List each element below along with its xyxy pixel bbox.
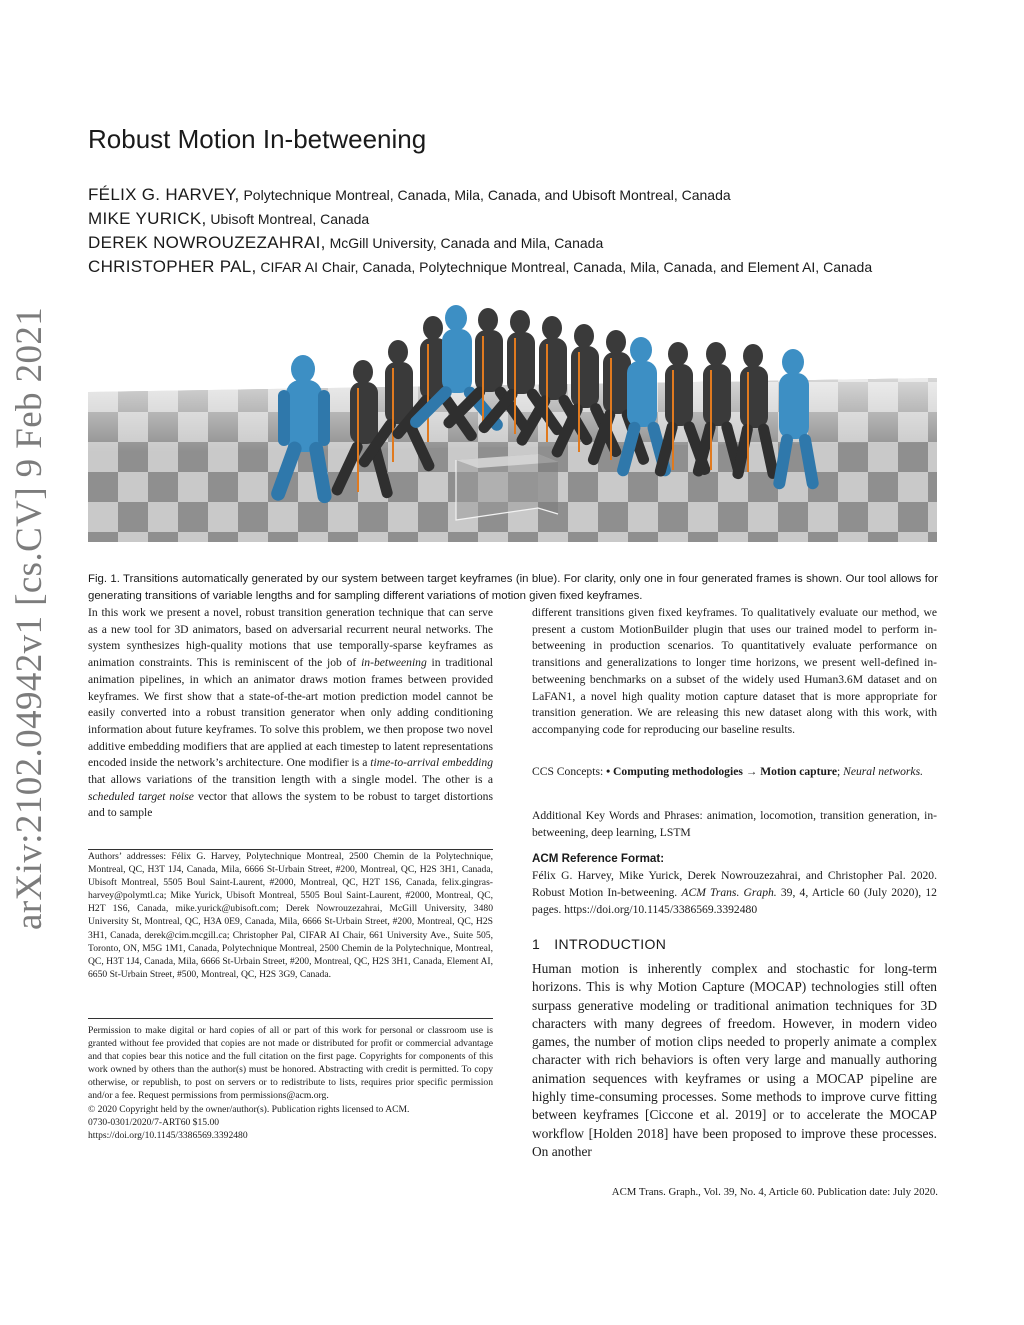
author-line [88, 207, 968, 231]
issn-line: 0730-0301/2020/7-ART60 $15.00 [88, 1116, 220, 1128]
author-name: FÉLIX G. HARVEY, [88, 185, 240, 204]
running-footer: ACM Trans. Graph., Vol. 39, No. 4, Article 60. Publication date: July 2020. [611, 1186, 938, 1198]
ccs-concepts: CCS Concepts: • Computing methodologies → Motion capture; Neural networks. [532, 765, 923, 778]
author-affiliation: CIFAR AI Chair, Canada, Polytechnique Montreal, Canada, Mila, Canada, and Element AI, Canada [256, 259, 873, 275]
author-name: MIKE YURICK, [88, 209, 207, 228]
keywords: Additional Key Words and Phrases: animation, locomotion, transition generation, in-betweening, deep learning, LSTM [532, 809, 937, 839]
author-line [88, 255, 968, 279]
reference-format-heading: ACM Reference Format: [532, 852, 665, 865]
section-heading: 1 INTRODUCTION [532, 936, 667, 952]
author-affiliation: Polytechnique Montreal, Canada, Mila, Canada, and Ubisoft Montreal, Canada [239, 187, 731, 203]
author-addresses: Authors’ addresses: Félix G. Harvey, Polytechnique Montreal, 2500 Chemin de la Polytechnique, Montreal, QC, H3T 1J4, Canada, Mila, 6666 St-Urbain Street, #200, Montreal, QC, H2S 3H1, Canada, Ubisoft Montreal, 5505 Boul Saint-Laurent, #2000, Montreal, QC, H2T 1S6, Canada, felix.gingras-harvey@polymtl.ca; Mike Yurick, Ubisoft Montreal, 5505 Boul Saint-Laurent, #2000, Montreal, QC, H2T 1S6, Canada, mike.yurick@ubisoft.com; Derek Nowrouzezahrai, McGill University, 3480 University St, Montreal, QC, H3A 0E9, Canada, Mila, 6666 St-Urbain Street, #200, Montreal, QC, H2S 3H1, Canada, derek@cim.mcgill.ca; Christopher Pal, CIFAR AI Chair, 661 University Ave., Suite 505, Toronto, ON, M5G 1M1, Canada, Polytechnique Montreal, 2500 Chemin de la Polytechnique, Montreal, QC, H3T 1J4, Canada, Mila, 6666 St-Urbain Street, #200, Montreal, QC, H2S 3H1, Canada, Element AI, 6650 St-Urbain Street, #500, Montreal, QC, H2S 3G9, Canada. [88, 851, 493, 980]
permission-divider [88, 1018, 493, 1019]
copyright-line: © 2020 Copyright held by the owner/author(s). Publication rights licensed to ACM. [88, 1103, 410, 1115]
arxiv-identifier: arXiv:2102.04942v1 [cs.CV] 9 Feb 2021 [9, 306, 50, 930]
introduction-text: Human motion is inherently complex and stochastic for long-term horizons. This is why Motion Capture (MOCAP) technologies still often surpass generative modeling or traditional animation techniques for 3D characters with many degrees of freedom. However, in modern video games, the number of motion clips needed to properly animate a complex character with rich behaviors is often very large and manually authoring animation sequences with keyframes or using a MOCAP pipeline are highly time-consuming processes. Some methods to improve curve fitting between keyframes [Ciccone et al. 2019] or to accelerate the MOCAP workflow [Holden 2018] have been proposed to improve these processes. On another [532, 961, 937, 1159]
author-affiliation: McGill University, Canada and Mila, Canada [325, 235, 604, 251]
doi-link[interactable]: https://doi.org/10.1145/3386569.3392480 [88, 1129, 248, 1141]
motion-sequence-illustration [88, 292, 937, 542]
author-block [88, 183, 968, 279]
author-line [88, 183, 968, 207]
author-affiliation: Ubisoft Montreal, Canada [206, 211, 370, 227]
author-name: DEREK NOWROUZEZAHRAI, [88, 233, 326, 252]
abstract-right-column: different transitions given fixed keyframes. To qualitatively evaluate our method, we present a custom MotionBuilder plugin that uses our trained model to perform in-betweening in production scenarios. To quantitatively evaluate performance on transitions and generalizations to longer time horizons, we present well-defined in-betweening benchmarks on a subset of the widely used Human3.6M dataset and on LaFAN1, a novel high quality motion capture dataset that is more appropriate for transition generation. We are releasing this new dataset along with this work, with accompanying code for reproducing our baseline results. [532, 606, 937, 736]
permission-notice [88, 1024, 493, 1142]
author-name: CHRISTOPHER PAL, [88, 257, 257, 276]
paper-title: Robust Motion In-betweening [88, 124, 427, 154]
author-line [88, 231, 968, 255]
reference-format-text: Félix G. Harvey, Mike Yurick, Derek Nowrouzezahrai, and Christopher Pal. 2020. Robust Motion In-betweening. ACM Trans. Graph. 39, 4, Article 60 (July 2020), 12 pages. https://doi.org/10.1145/3386569.3392480 [532, 869, 937, 916]
abstract-left-column: In this work we present a novel, robust transition generation technique that can serve as a new tool for 3D animators, based on adversarial recurrent neural networks. The system synthesizes high-quality motions that use temporally-sparse keyframes as animation constraints. This is reminiscent of the job of in-betweening in traditional animation pipelines, in which an animator draws motion frames between provided keyframes. We first show that a state-of-the-art motion prediction model cannot be easily converted into a robust transition generator when only adding conditioning information about future keyframes. To solve this problem, we then propose two novel additive embedding modifiers that are applied at each timestep to latent representations encoded inside the network’s architecture. One modifier is a time-to-arrival embedding that allows variations of the transition length with a single model. The other is a scheduled target noise vector that allows the system to be robust to target distortions and to sample [88, 606, 494, 820]
figure-caption: Fig. 1. Transitions automatically generated by our system between target keyframes (in blue). For clarity, only one in four generated frames is shown. Our tool allows for generating transitions of variable lengths and for sampling different variations of motion given fixed keyframes. [88, 573, 938, 603]
permission-text: Permission to make digital or hard copies of all or part of this work for personal or classroom use is granted without fee provided that copies are not made or distributed for profit or commercial advantage and that copies bear this notice and the full citation on the first page. Copyrights for components of this work owned by others than the author(s) must be honored. Abstracting with credit is permitted. To copy otherwise, or republish, to post on servers or to redistribute to lists, requires prior specific permission and/or a fee. Request permissions from permissions@acm.org. [88, 1025, 493, 1102]
teaser-figure [88, 292, 937, 542]
